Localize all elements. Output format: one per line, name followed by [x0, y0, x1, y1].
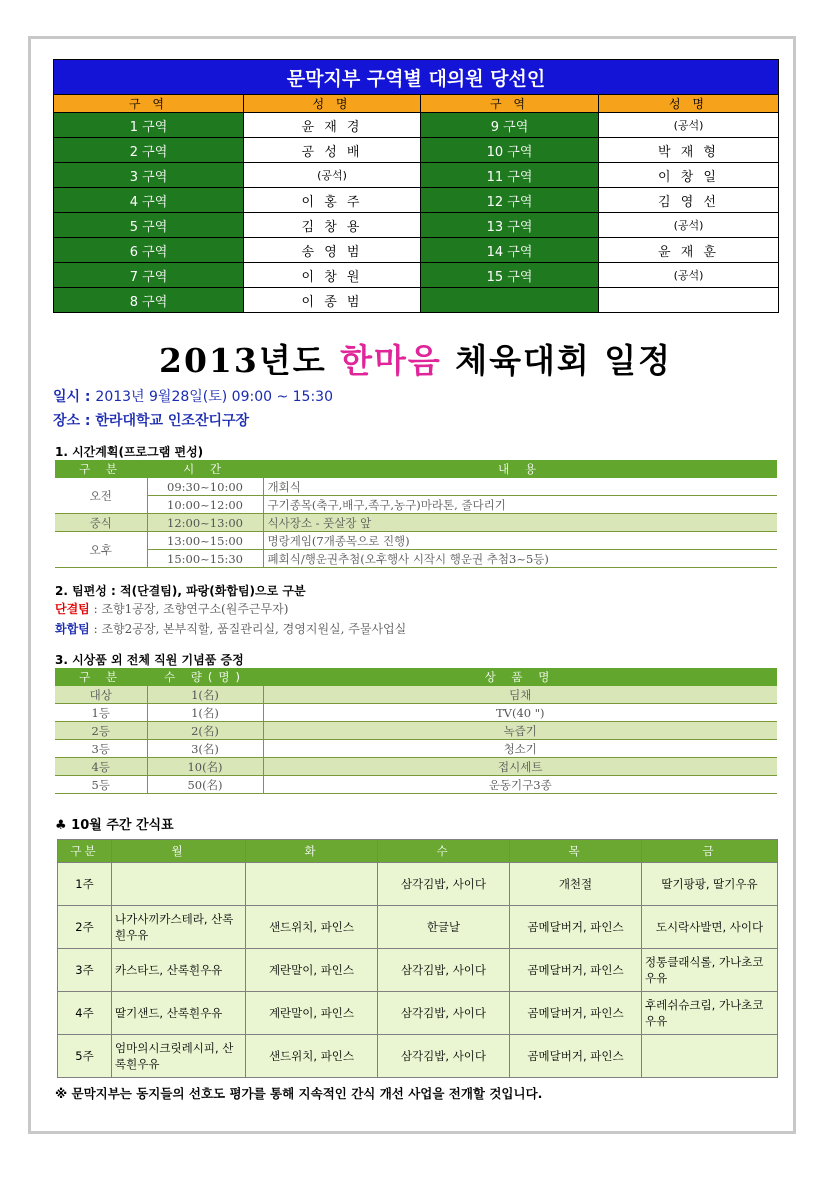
snack-cell: 삼각김밥, 사이다 — [378, 949, 510, 992]
table-row — [55, 722, 777, 740]
snack-week: 1주 — [58, 863, 112, 906]
team-blue-label: 화합팀 — [55, 622, 90, 636]
table-row — [55, 514, 777, 532]
place-value: 한라대학교 인조잔디구장 — [95, 413, 250, 429]
table-row — [54, 163, 779, 188]
district-cell: 8 구역 — [54, 288, 244, 313]
snack-header-row — [58, 840, 778, 863]
snack-cell: 샌드위치, 파인스 — [246, 1035, 378, 1078]
schedule-group: 오후 — [55, 532, 147, 568]
table-row — [55, 532, 777, 550]
table-row — [54, 238, 779, 263]
schedule-content: 구기종목(축구,배구,족구,농구)마라톤, 줄다리기 — [263, 496, 777, 514]
district-header-row — [54, 95, 779, 113]
name-cell: (공석) — [599, 263, 779, 288]
district-cell: 4 구역 — [54, 188, 244, 213]
snack-header: 목 — [510, 840, 642, 863]
snack-week: 4주 — [58, 992, 112, 1035]
team-blue — [55, 619, 778, 639]
team-red-members: : 조향1공장, 조향연구소(원주근무자) — [89, 602, 289, 616]
district-cell: 1 구역 — [54, 113, 244, 138]
place-label: 장소 : — [53, 413, 96, 429]
name-cell: 공 성 배 — [244, 138, 421, 163]
snack-week: 2주 — [58, 906, 112, 949]
table-row — [54, 213, 779, 238]
name-cell: 윤 재 경 — [244, 113, 421, 138]
district-header: 구 역 — [54, 95, 244, 113]
name-cell: 이 창 일 — [599, 163, 779, 188]
district-header: 성 명 — [244, 95, 421, 113]
name-cell: 김 창 용 — [244, 213, 421, 238]
snack-cell: 카스타드, 산록흰우유 — [112, 949, 246, 992]
team-red — [55, 599, 778, 619]
schedule-content: 명랑게임(7개종목으로 진행) — [263, 532, 777, 550]
prize-item: 청소기 — [263, 740, 777, 758]
prizes-heading: 3. 시상품 외 전체 직원 기념품 증정 — [55, 653, 244, 667]
table-row — [54, 138, 779, 163]
snack-cell: 곰메달버거, 파인스 — [510, 992, 642, 1035]
table-row — [58, 906, 778, 949]
prizes-header: 수 량(명) — [147, 668, 263, 686]
schedule-header: 구 분 — [55, 460, 147, 478]
prizes-header: 상 품 명 — [263, 668, 777, 686]
table-row — [55, 740, 777, 758]
event-title — [53, 335, 778, 379]
district-title: 문막지부 구역별 대의원 당선인 — [54, 60, 779, 95]
district-cell: 6 구역 — [54, 238, 244, 263]
name-cell: 윤 재 훈 — [599, 238, 779, 263]
date-label: 일시 : — [53, 389, 96, 405]
date-value: 2013년 9월28일(토) 09:00 ~ 15:30 — [95, 389, 333, 405]
schedule-time: 12:00~13:00 — [147, 514, 263, 532]
prize-item: 녹즙기 — [263, 722, 777, 740]
schedule-time: 10:00~12:00 — [147, 496, 263, 514]
snack-cell: 도시락사발면, 사이다 — [642, 906, 778, 949]
snack-week: 3주 — [58, 949, 112, 992]
document-body — [53, 59, 778, 1102]
prize-qty: 2(名) — [147, 722, 263, 740]
schedule-group: 중식 — [55, 514, 147, 532]
table-row — [55, 704, 777, 722]
table-row — [58, 949, 778, 992]
prizes-header-row — [55, 668, 777, 686]
schedule-header-row — [55, 460, 777, 478]
snack-cell: 삼각김밥, 사이다 — [378, 1035, 510, 1078]
prize-rank: 대상 — [55, 686, 147, 704]
prize-qty: 1(名) — [147, 704, 263, 722]
district-table — [53, 59, 779, 313]
snack-header: 금 — [642, 840, 778, 863]
schedule-header: 시 간 — [147, 460, 263, 478]
district-cell: 11 구역 — [421, 163, 599, 188]
table-row — [54, 188, 779, 213]
snack-cell: 곰메달버거, 파인스 — [510, 906, 642, 949]
snack-cell: 개천절 — [510, 863, 642, 906]
district-cell: 9 구역 — [421, 113, 599, 138]
district-header: 성 명 — [599, 95, 779, 113]
prize-rank: 1등 — [55, 704, 147, 722]
district-cell — [421, 288, 599, 313]
table-row — [55, 496, 777, 514]
district-cell: 14 구역 — [421, 238, 599, 263]
table-row — [58, 992, 778, 1035]
event-date — [53, 385, 778, 409]
table-row — [55, 686, 777, 704]
table-row — [58, 1035, 778, 1078]
team-red-label: 단결팀 — [55, 602, 90, 616]
schedule-time: 09:30~10:00 — [147, 478, 263, 496]
district-header: 구 역 — [421, 95, 599, 113]
snack-cell: 후레쉬슈크림, 가나초코우유 — [642, 992, 778, 1035]
event-title-highlight: 한마음 — [340, 341, 442, 380]
schedule-time: 13:00~15:00 — [147, 532, 263, 550]
district-cell: 12 구역 — [421, 188, 599, 213]
table-row — [55, 550, 777, 568]
schedule-content: 폐회식/행운권추첨(오후행사 시작시 행운권 추첨3~5등) — [263, 550, 777, 568]
prize-qty: 1(名) — [147, 686, 263, 704]
event-title-rest: 체육대회 일정 — [441, 341, 672, 380]
snack-header: 화 — [246, 840, 378, 863]
name-cell: 이 창 원 — [244, 263, 421, 288]
district-cell: 5 구역 — [54, 213, 244, 238]
prize-qty: 50(名) — [147, 776, 263, 794]
name-cell: (공석) — [244, 163, 421, 188]
table-row — [55, 776, 777, 794]
snack-cell: 딸기팡팡, 딸기우유 — [642, 863, 778, 906]
name-cell: (공석) — [599, 113, 779, 138]
prize-qty: 10(名) — [147, 758, 263, 776]
prize-rank: 4등 — [55, 758, 147, 776]
snack-cell: 나가사끼카스테라, 산록흰우유 — [112, 906, 246, 949]
name-cell: 김 영 선 — [599, 188, 779, 213]
snack-cell: 삼각김밥, 사이다 — [378, 863, 510, 906]
district-cell: 15 구역 — [421, 263, 599, 288]
snack-cell: 한글날 — [378, 906, 510, 949]
prize-item: 접시세트 — [263, 758, 777, 776]
prize-rank: 5등 — [55, 776, 147, 794]
snack-header: 수 — [378, 840, 510, 863]
snack-cell: 엄마의시크릿레시피, 산록흰우유 — [112, 1035, 246, 1078]
snack-cell — [112, 863, 246, 906]
prize-rank: 3등 — [55, 740, 147, 758]
teams-heading: 2. 팀편성 : 적(단결팀), 파랑(화합팀)으로 구분 — [55, 584, 306, 598]
schedule-header: 내 용 — [263, 460, 777, 478]
prizes-table — [55, 668, 777, 794]
schedule-group: 오전 — [55, 478, 147, 514]
snack-cell — [246, 863, 378, 906]
table-row — [55, 758, 777, 776]
prize-item: TV(40 ") — [263, 704, 777, 722]
event-title-year: 2013년도 — [159, 341, 341, 380]
snack-note: ※ 문막지부는 동지들의 선호도 평가를 통해 지속적인 간식 개선 사업을 전개할 것입니다. — [55, 1086, 543, 1101]
prizes-header: 구 분 — [55, 668, 147, 686]
district-cell: 2 구역 — [54, 138, 244, 163]
snack-header: 월 — [112, 840, 246, 863]
event-info — [53, 385, 778, 433]
district-cell: 10 구역 — [421, 138, 599, 163]
name-cell — [599, 288, 779, 313]
table-row — [58, 863, 778, 906]
snack-cell: 정통클래식롤, 가나초코우유 — [642, 949, 778, 992]
schedule-content: 식사장소 - 풋살장 앞 — [263, 514, 777, 532]
schedule-time: 15:00~15:30 — [147, 550, 263, 568]
schedule-table — [55, 460, 777, 568]
table-row — [55, 478, 777, 496]
snack-header: 구분 — [58, 840, 112, 863]
snack-week: 5주 — [58, 1035, 112, 1078]
prize-item: 운동기구3종 — [263, 776, 777, 794]
snack-cell: 삼각김밥, 사이다 — [378, 992, 510, 1035]
schedule-content: 개회식 — [263, 478, 777, 496]
district-cell: 13 구역 — [421, 213, 599, 238]
name-cell: 이 홍 주 — [244, 188, 421, 213]
district-cell: 3 구역 — [54, 163, 244, 188]
name-cell: 박 재 형 — [599, 138, 779, 163]
prize-qty: 3(名) — [147, 740, 263, 758]
snack-cell — [642, 1035, 778, 1078]
table-row — [54, 263, 779, 288]
snack-cell: 딸기샌드, 산록흰우유 — [112, 992, 246, 1035]
teams-list — [55, 599, 778, 639]
snack-cell: 계란말이, 파인스 — [246, 949, 378, 992]
name-cell: 송 영 범 — [244, 238, 421, 263]
prize-rank: 2등 — [55, 722, 147, 740]
snack-table — [57, 839, 778, 1078]
page-frame — [28, 36, 796, 1134]
name-cell: (공석) — [599, 213, 779, 238]
snack-cell: 샌드위치, 파인스 — [246, 906, 378, 949]
event-place — [53, 409, 778, 433]
schedule-heading: 1. 시간계획(프로그램 편성) — [55, 445, 204, 459]
table-row — [54, 288, 779, 313]
team-blue-members: : 조향2공장, 본부직할, 품질관리실, 경영지원실, 주물사업실 — [89, 622, 407, 636]
snack-heading: ♣ 10월 주간 간식표 — [55, 818, 174, 833]
table-row — [54, 113, 779, 138]
district-cell: 7 구역 — [54, 263, 244, 288]
snack-cell: 곰메달버거, 파인스 — [510, 1035, 642, 1078]
name-cell: 이 종 범 — [244, 288, 421, 313]
snack-cell: 곰메달버거, 파인스 — [510, 949, 642, 992]
snack-cell: 계란말이, 파인스 — [246, 992, 378, 1035]
prize-item: 딤채 — [263, 686, 777, 704]
